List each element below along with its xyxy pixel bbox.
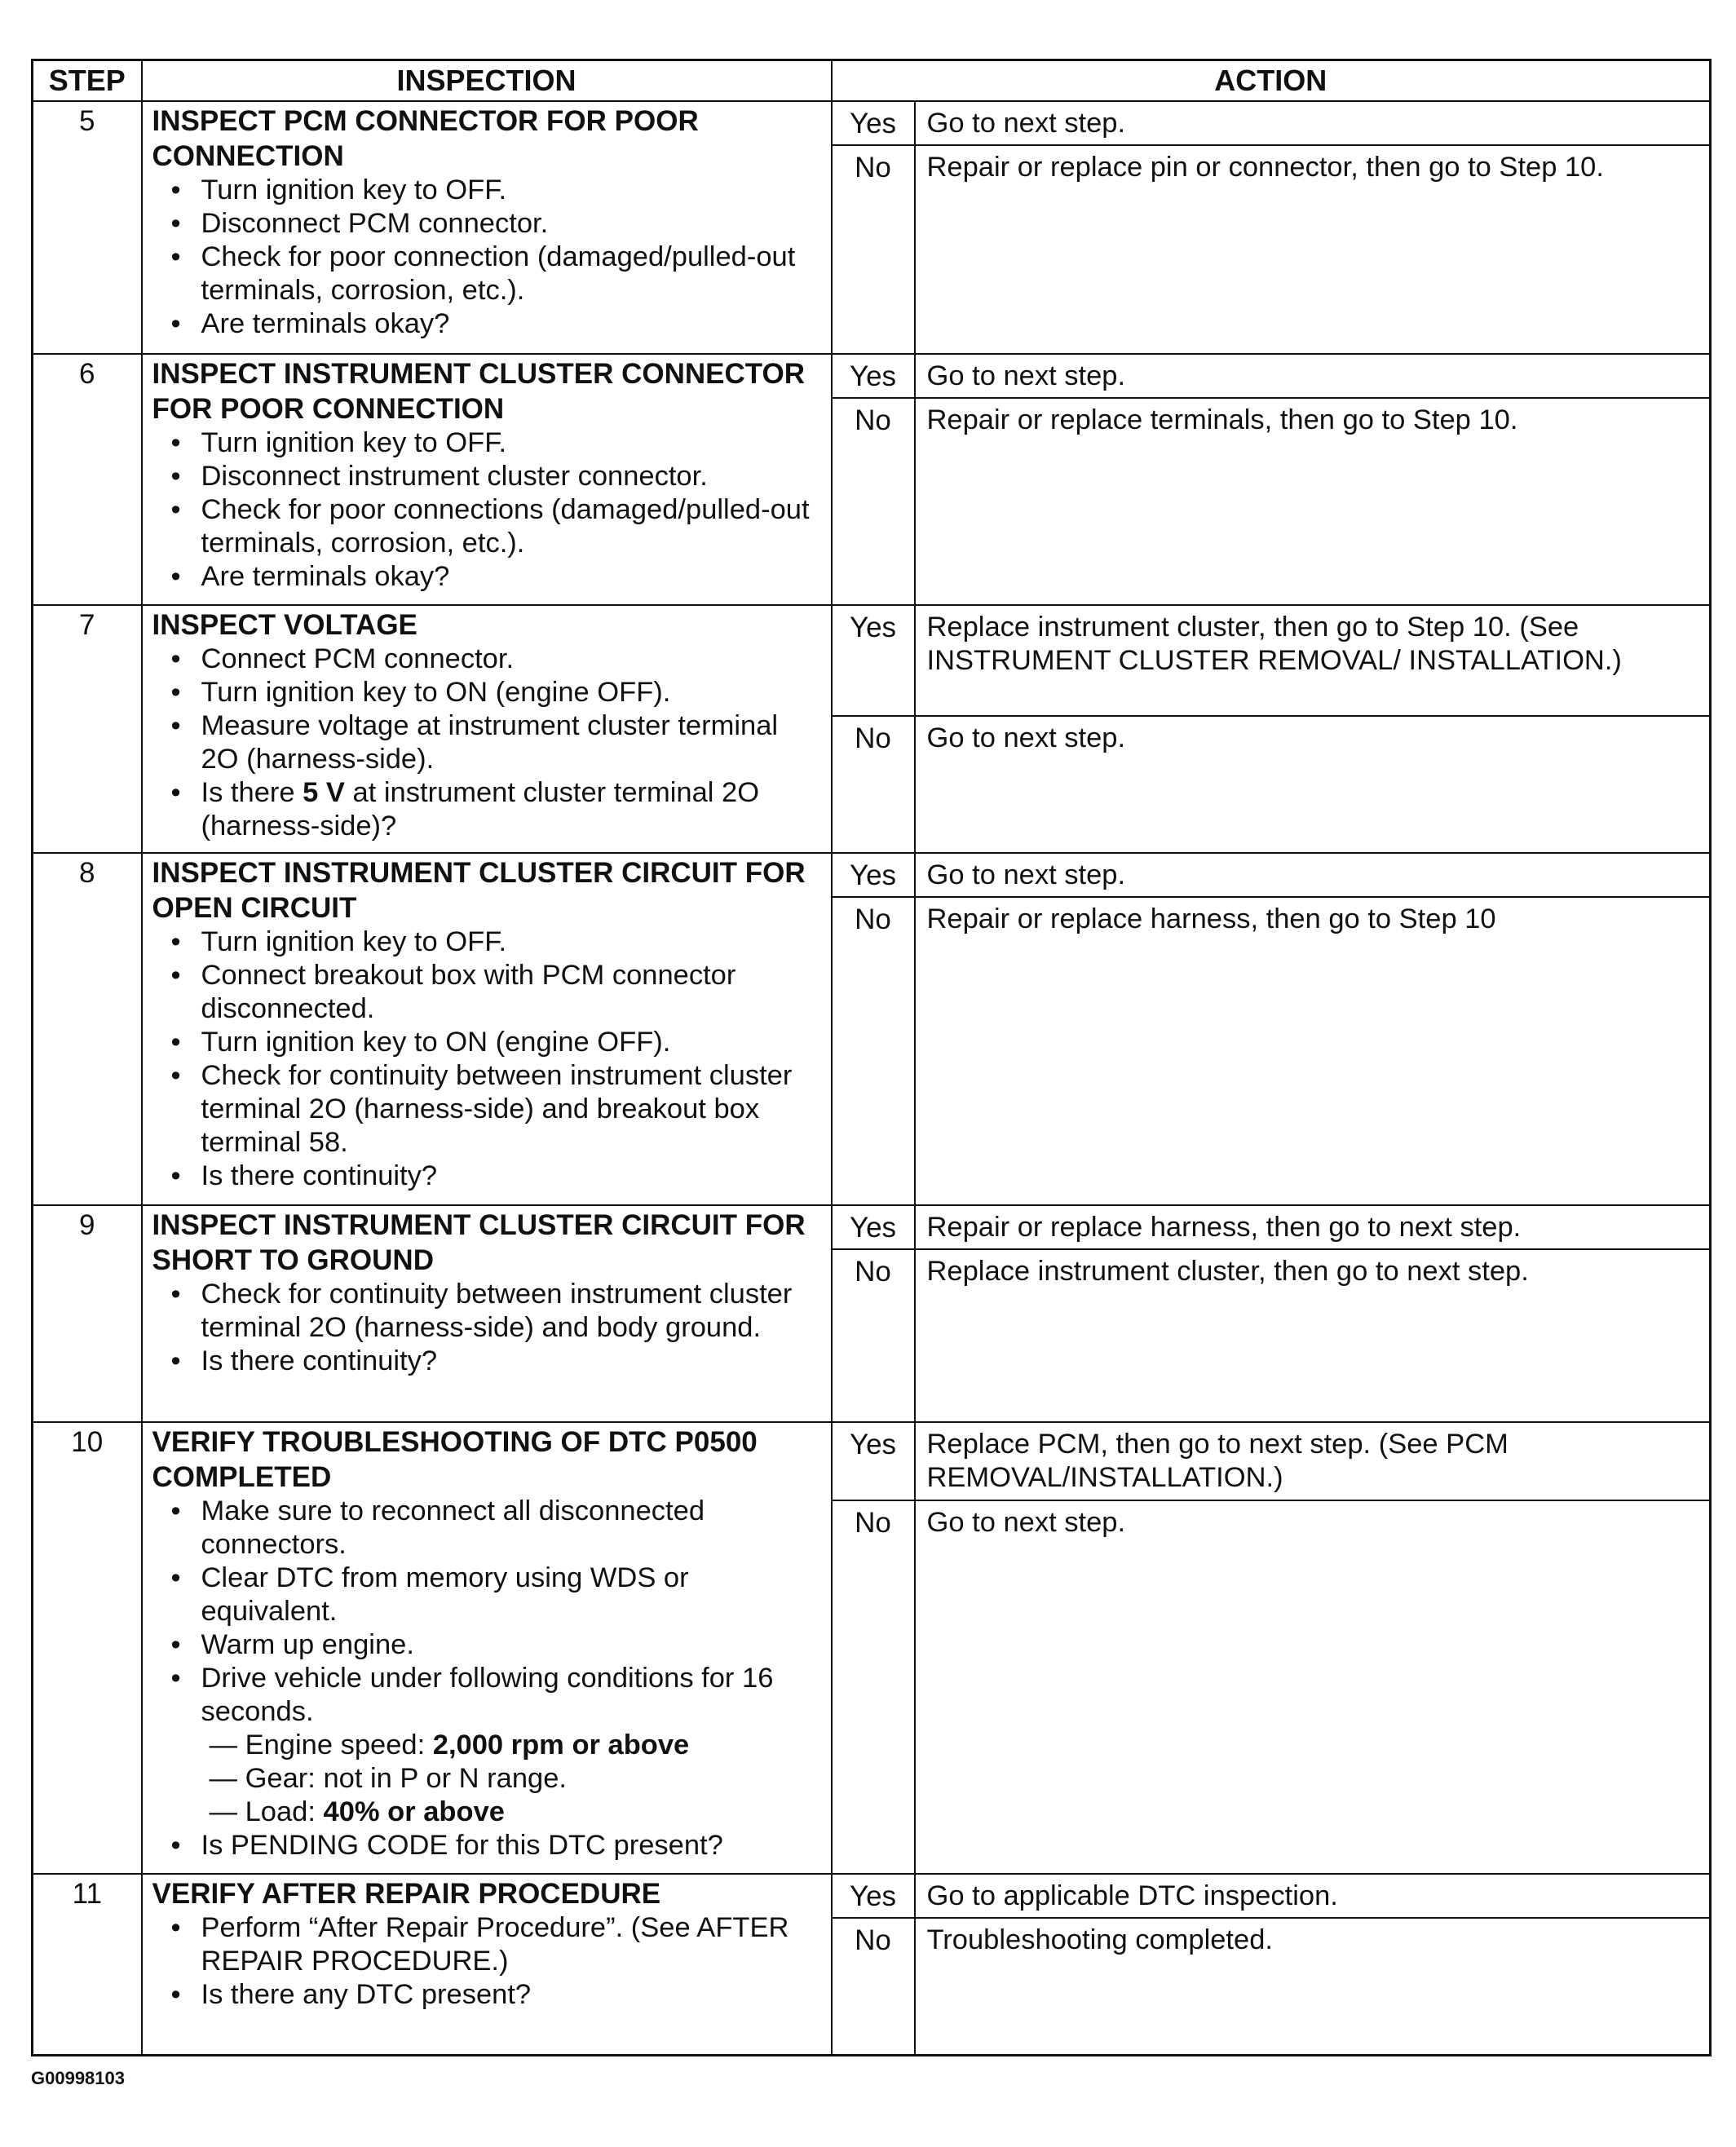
list-item: • Turn ignition key to OFF. — [201, 426, 823, 460]
list-item: • Turn ignition key to ON (engine OFF). — [201, 676, 823, 709]
inspection-title: VERIFY TROUBLESHOOTING OF DTC P0500 COMPLETED — [152, 1426, 758, 1493]
list-item: • Turn ignition key to OFF. — [201, 926, 823, 959]
inspection-cell — [142, 101, 832, 354]
action-cell — [832, 1874, 1711, 2056]
no-action: Troubleshooting completed. — [926, 1924, 1273, 1955]
list-item: • Make sure to reconnect all disconnected connectors. — [201, 1495, 823, 1562]
list-item — [201, 1662, 823, 1829]
header-step: STEP — [33, 60, 142, 102]
yes-label: Yes — [833, 1206, 916, 1248]
list-item: • Is there continuity? — [201, 1345, 823, 1378]
list-item: • Perform “After Repair Procedure”. (See AFTER REPAIR PROCEDURE.) — [201, 1911, 823, 1978]
no-label: No — [833, 898, 916, 1204]
inspection-cell — [142, 354, 832, 605]
list-item: • Measure voltage at instrument cluster terminal 2O (harness-side). — [201, 709, 823, 776]
figure-id: G00998103 — [31, 2068, 125, 2088]
table-row — [33, 354, 1711, 605]
table-row — [33, 101, 1711, 354]
table-row — [33, 853, 1711, 1205]
yes-label: Yes — [833, 355, 916, 397]
inspection-list — [152, 426, 823, 594]
list-item: • Is PENDING CODE for this DTC present? — [201, 1829, 823, 1862]
action-cell — [832, 354, 1711, 605]
yes-action: Go to next step. — [926, 108, 1126, 139]
list-item: • Turn ignition key to OFF. — [201, 174, 823, 207]
no-label: No — [833, 1250, 916, 1421]
list-item: • Warm up engine. — [201, 1628, 823, 1662]
list-item: • Turn ignition key to ON (engine OFF). — [201, 1026, 823, 1059]
yes-label: Yes — [833, 1423, 916, 1500]
yes-action: Go to applicable DTC inspection. — [926, 1880, 1338, 1911]
table-header-row — [33, 60, 1711, 102]
condition-engine-speed: — Engine speed: 2,000 rpm or above — [209, 1730, 690, 1760]
yes-action: Go to next step. — [926, 859, 1126, 890]
condition-load: — Load: 40% or above — [209, 1796, 505, 1827]
list-item: • Check for continuity between instrument cluster terminal 2O (harness-side) and body ground. — [201, 1278, 823, 1345]
no-action: Repair or replace terminals, then go to Step 10. — [926, 404, 1518, 435]
list-item: • Check for continuity between instrument cluster terminal 2O (harness-side) and breakout box terminal 58. — [201, 1059, 823, 1160]
inspection-list — [152, 926, 823, 1193]
step-number: 11 — [33, 1874, 142, 2056]
step-number: 5 — [33, 101, 142, 354]
no-label: No — [833, 1919, 916, 2054]
troubleshooting-document — [31, 59, 1709, 2056]
inspection-table — [31, 59, 1712, 2056]
list-item: • Is there 5 V at instrument cluster terminal 2O (harness-side)? — [201, 776, 823, 843]
action-cell — [832, 1205, 1711, 1422]
header-action: ACTION — [832, 60, 1711, 102]
inspection-cell — [142, 1205, 832, 1422]
inspection-list — [152, 1911, 823, 2012]
list-item: • Is there continuity? — [201, 1160, 823, 1193]
inspection-cell — [142, 1874, 832, 2056]
action-cell — [832, 853, 1711, 1205]
step-number: 7 — [33, 605, 142, 853]
list-item: • Disconnect PCM connector. — [201, 207, 823, 241]
inspection-list — [152, 174, 823, 341]
action-cell — [832, 101, 1711, 354]
no-action: Repair or replace harness, then go to Step 10 — [926, 903, 1496, 934]
no-label: No — [833, 1501, 916, 1873]
yes-label: Yes — [833, 606, 916, 715]
list-item: • Disconnect instrument cluster connector. — [201, 460, 823, 493]
yes-action: Replace PCM, then go to next step. (See PCM REMOVAL/INSTALLATION.) — [926, 1429, 1509, 1493]
yes-label: Yes — [833, 1875, 916, 1917]
list-item: • Are terminals okay? — [201, 560, 823, 594]
list-item: • Connect breakout box with PCM connector disconnected. — [201, 959, 823, 1026]
condition-gear: — Gear: not in P or N range. — [209, 1763, 567, 1794]
list-item: • Is there any DTC present? — [201, 1978, 823, 2012]
inspection-cell — [142, 605, 832, 853]
yes-action: Repair or replace harness, then go to next step. — [926, 1212, 1522, 1243]
inspection-title: INSPECT INSTRUMENT CLUSTER CIRCUIT FOR OPEN CIRCUIT — [152, 857, 806, 924]
inspection-list — [152, 1495, 823, 1862]
inspection-title: INSPECT PCM CONNECTOR FOR POOR CONNECTION — [152, 105, 699, 172]
inspection-title: INSPECT INSTRUMENT CLUSTER CONNECTOR FOR POOR CONNECTION — [152, 358, 805, 425]
table-row — [33, 605, 1711, 853]
no-action: Go to next step. — [926, 1507, 1126, 1538]
step-number: 10 — [33, 1422, 142, 1874]
list-item: • Check for poor connection (damaged/pulled-out terminals, corrosion, etc.). — [201, 241, 823, 307]
no-action: Go to next step. — [926, 722, 1126, 753]
step-number: 9 — [33, 1205, 142, 1422]
step-number: 6 — [33, 354, 142, 605]
inspection-list — [152, 643, 823, 843]
no-action: Replace instrument cluster, then go to next step. — [926, 1256, 1529, 1287]
table-row — [33, 1874, 1711, 2056]
action-cell — [832, 605, 1711, 853]
yes-action: Go to next step. — [926, 360, 1126, 391]
yes-label: Yes — [833, 102, 916, 144]
inspection-title: INSPECT VOLTAGE — [152, 609, 417, 641]
inspection-cell — [142, 853, 832, 1205]
yes-action: Replace instrument cluster, then go to Step 10. (See INSTRUMENT CLUSTER REMOVAL/ INSTALLATION.) — [926, 612, 1622, 676]
list-item-text: Drive vehicle under following conditions for 16 seconds. — [201, 1663, 774, 1727]
yes-label: Yes — [833, 854, 916, 896]
table-row — [33, 1205, 1711, 1422]
list-item: • Are terminals okay? — [201, 307, 823, 341]
header-inspection: INSPECTION — [142, 60, 832, 102]
inspection-title: INSPECT INSTRUMENT CLUSTER CIRCUIT FOR SHORT TO GROUND — [152, 1209, 806, 1276]
action-cell — [832, 1422, 1711, 1874]
no-label: No — [833, 146, 916, 353]
inspection-list — [152, 1278, 823, 1378]
no-label: No — [833, 399, 916, 604]
list-item: • Clear DTC from memory using WDS or equivalent. — [201, 1562, 823, 1628]
list-item: • Check for poor connections (damaged/pulled-out terminals, corrosion, etc.). — [201, 493, 823, 560]
inspection-cell — [142, 1422, 832, 1874]
inspection-title: VERIFY AFTER REPAIR PROCEDURE — [152, 1878, 661, 1910]
no-action: Repair or replace pin or connector, then go to Step 10. — [926, 152, 1604, 183]
table-row — [33, 1422, 1711, 1874]
no-label: No — [833, 717, 916, 852]
list-item: • Connect PCM connector. — [201, 643, 823, 676]
step-number: 8 — [33, 853, 142, 1205]
